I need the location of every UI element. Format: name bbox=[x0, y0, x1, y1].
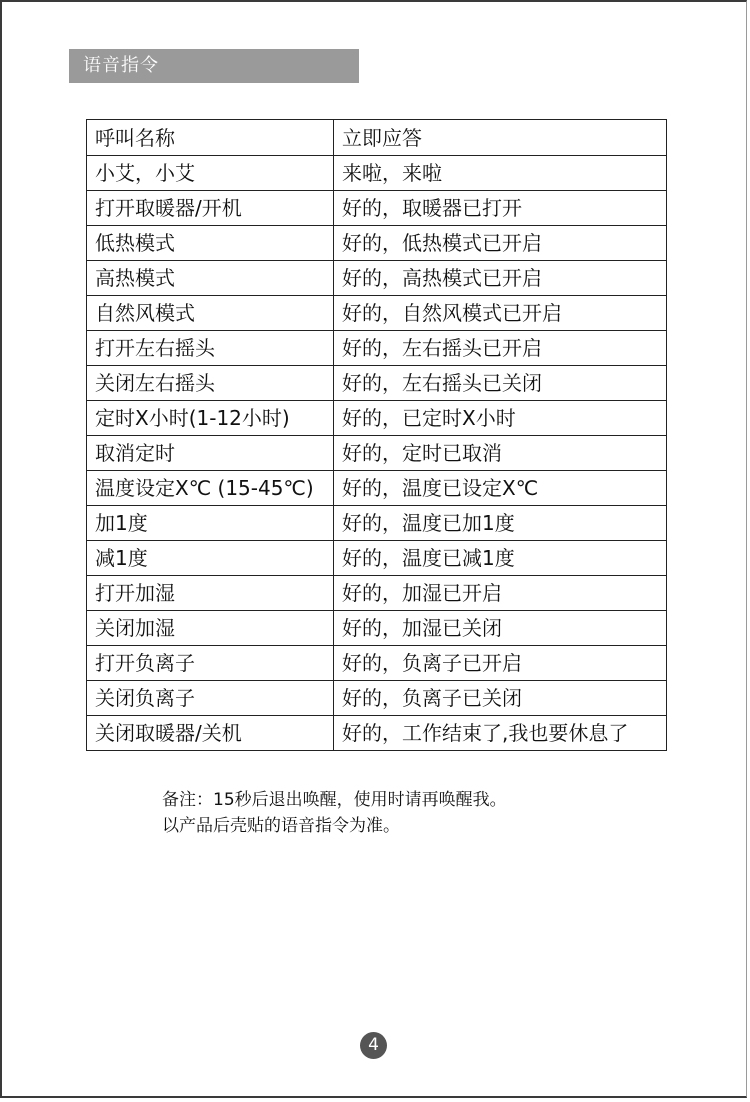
table-row bbox=[87, 156, 667, 191]
table-row bbox=[87, 226, 667, 261]
call-name-cell: 自然风模式 bbox=[87, 296, 334, 331]
call-name-cell: 关闭取暖器/关机 bbox=[87, 716, 334, 751]
call-name-cell: 打开左右摇头 bbox=[87, 331, 334, 366]
response-cell: 好的，已定时X小时 bbox=[334, 401, 667, 436]
call-name-cell: 打开取暖器/开机 bbox=[87, 191, 334, 226]
call-name-cell: 关闭加湿 bbox=[87, 611, 334, 646]
section-header bbox=[69, 49, 359, 83]
header-response: 立即应答 bbox=[334, 120, 667, 156]
call-name-cell: 关闭左右摇头 bbox=[87, 366, 334, 401]
call-name-cell: 减1度 bbox=[87, 541, 334, 576]
table-row bbox=[87, 366, 667, 401]
table-row bbox=[87, 331, 667, 366]
call-name-cell: 小艾，小艾 bbox=[87, 156, 334, 191]
table-row bbox=[87, 471, 667, 506]
table-row bbox=[87, 506, 667, 541]
call-name-cell: 取消定时 bbox=[87, 436, 334, 471]
response-cell: 好的，取暖器已打开 bbox=[334, 191, 667, 226]
response-cell: 好的，低热模式已开启 bbox=[334, 226, 667, 261]
call-name-cell: 加1度 bbox=[87, 506, 334, 541]
notes bbox=[162, 787, 507, 839]
response-cell: 好的，温度已设定X℃ bbox=[334, 471, 667, 506]
table-row bbox=[87, 541, 667, 576]
response-cell: 好的，加湿已开启 bbox=[334, 576, 667, 611]
response-cell: 好的，定时已取消 bbox=[334, 436, 667, 471]
table-header-row bbox=[87, 120, 667, 156]
response-cell: 好的，工作结束了,我也要休息了 bbox=[334, 716, 667, 751]
response-cell: 好的，负离子已开启 bbox=[334, 646, 667, 681]
table-row bbox=[87, 646, 667, 681]
note-line-1: 备注：15秒后退出唤醒，使用时请再唤醒我。 bbox=[162, 790, 507, 810]
response-cell: 好的，加湿已关闭 bbox=[334, 611, 667, 646]
response-cell: 好的，自然风模式已开启 bbox=[334, 296, 667, 331]
response-cell: 好的，左右摇头已开启 bbox=[334, 331, 667, 366]
section-title: 语音指令 bbox=[83, 55, 159, 76]
voice-command-table bbox=[86, 119, 667, 751]
call-name-cell: 关闭负离子 bbox=[87, 681, 334, 716]
call-name-cell: 打开负离子 bbox=[87, 646, 334, 681]
note-line-2: 以产品后壳贴的语音指令为准。 bbox=[162, 816, 400, 836]
header-call-name: 呼叫名称 bbox=[87, 120, 334, 156]
table-row bbox=[87, 681, 667, 716]
call-name-cell: 温度设定X℃ (15-45℃) bbox=[87, 471, 334, 506]
response-cell: 好的，温度已减1度 bbox=[334, 541, 667, 576]
page-number: 4 bbox=[368, 1035, 379, 1055]
table-row bbox=[87, 261, 667, 296]
response-cell: 好的，高热模式已开启 bbox=[334, 261, 667, 296]
table-row bbox=[87, 401, 667, 436]
response-cell: 好的，负离子已关闭 bbox=[334, 681, 667, 716]
page-number-badge bbox=[360, 1032, 387, 1059]
response-cell: 来啦，来啦 bbox=[334, 156, 667, 191]
table-row bbox=[87, 611, 667, 646]
call-name-cell: 高热模式 bbox=[87, 261, 334, 296]
table-row bbox=[87, 716, 667, 751]
table-row bbox=[87, 436, 667, 471]
table-row bbox=[87, 576, 667, 611]
call-name-cell: 打开加湿 bbox=[87, 576, 334, 611]
response-cell: 好的，左右摇头已关闭 bbox=[334, 366, 667, 401]
response-cell: 好的，温度已加1度 bbox=[334, 506, 667, 541]
table-row bbox=[87, 296, 667, 331]
call-name-cell: 低热模式 bbox=[87, 226, 334, 261]
call-name-cell: 定时X小时(1-12小时) bbox=[87, 401, 334, 436]
table-row bbox=[87, 191, 667, 226]
